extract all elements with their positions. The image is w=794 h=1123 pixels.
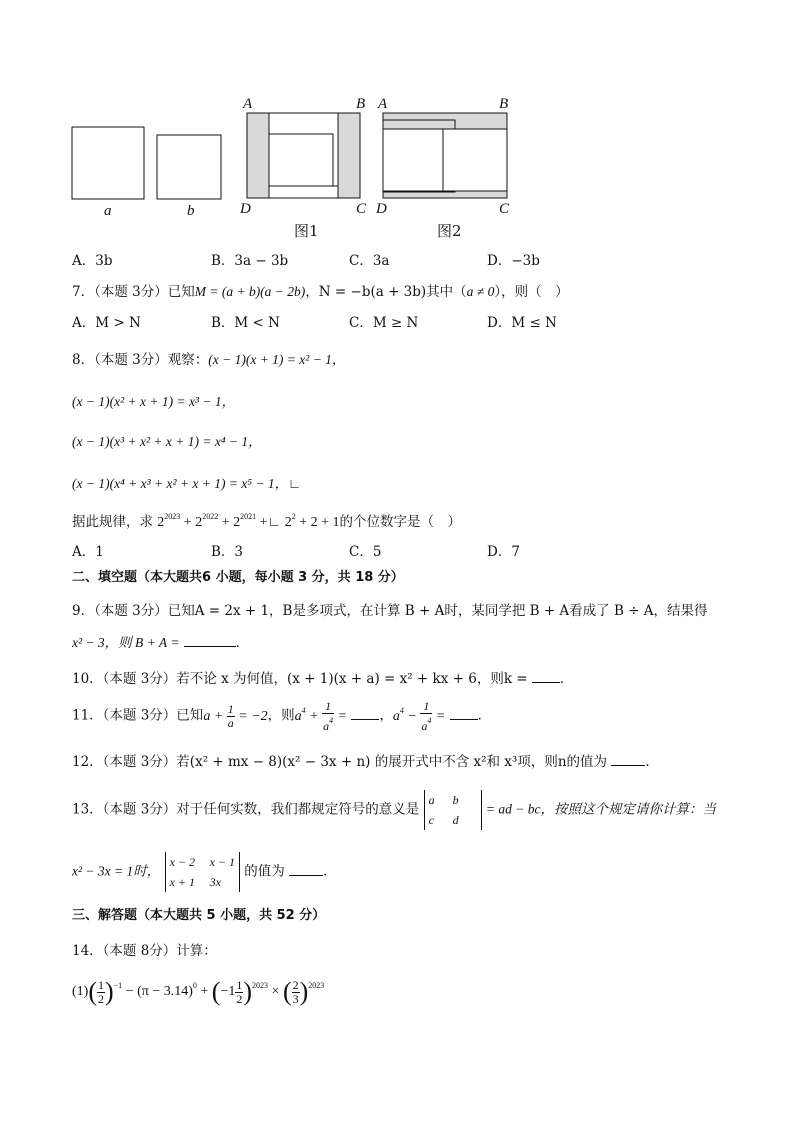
fig1-caption: 图1 bbox=[294, 222, 319, 240]
q11-expr2: $a^4$ − $\frac{1}{a^4}$ = bbox=[392, 699, 446, 733]
q14-part1: (1)( $\frac{1}{2}$ )$^{-1} - (\pi - 3.14)^0 + (-1$ $\frac{1}{2}$ )$^{2023}$ × ( $\frac{2}{3}$ )$^{2023}$ bbox=[72, 977, 325, 1006]
figure-2 bbox=[383, 113, 507, 198]
q10-end: ． bbox=[559, 671, 574, 687]
q9-line2: x² − 3，则 B + A = bbox=[72, 635, 180, 650]
corner-C-fig1: C bbox=[356, 201, 367, 217]
q8-option-a[interactable]: A．1 bbox=[72, 544, 104, 560]
q14-part1-label: (1) bbox=[72, 984, 89, 1000]
q8-option-c[interactable]: C．5 bbox=[349, 544, 382, 560]
corner-C-fig2: C bbox=[499, 201, 510, 217]
q10-text: 10．（本题 3分）若不论 x 为何值，(x + 1)(x + a) = x² + kx + 6，则k = bbox=[72, 671, 528, 687]
q7-stem bbox=[72, 280, 569, 300]
q13-line2 bbox=[72, 852, 337, 892]
q13-cond: x² − 3x = 1时， bbox=[72, 863, 161, 879]
fig2-caption: 图2 bbox=[437, 222, 462, 240]
q11-answer1-blank[interactable] bbox=[351, 707, 379, 720]
q9-line2-wrap bbox=[72, 631, 249, 651]
q12-text: 12．（本题 3分）若(x² + mx − 8)(x² − 3x + n) 的展开式中不含 x²和 x³项，则n的值为 bbox=[72, 754, 608, 770]
q11-prefix: 11．（本题 3分）已知 bbox=[72, 707, 204, 724]
square-a bbox=[72, 127, 144, 199]
q10-answer-blank[interactable] bbox=[532, 670, 560, 683]
q13-end: ． bbox=[323, 863, 337, 880]
q8-power-sum: $2^{2023} + 2^{2022} + 2^{2021}$ +∟ $2^2 + 2 + 1$ bbox=[157, 512, 340, 530]
q8-line2: (x − 1)(x² + x + 1) = x³ − 1， bbox=[72, 394, 236, 409]
section-2-heading: 二、填空题（本大题共6 小题，每小题 3 分，共 18 分） bbox=[72, 570, 404, 585]
q6-option-c[interactable]: C．3a bbox=[349, 253, 390, 269]
q11-given: a + $\frac{1}{a}$ = −2 bbox=[203, 702, 268, 730]
square-b bbox=[157, 135, 221, 199]
q8-prefix: 8．（本题 3分）观察： bbox=[72, 352, 209, 368]
q8-line3: (x − 1)(x³ + x² + x + 1) = x⁴ − 1， bbox=[72, 434, 262, 449]
q12-end: ． bbox=[645, 754, 659, 770]
q9-line1: 9．（本题 3分）已知A = 2x + 1，B是多项式，在计算 B + A时，某同学把 B + A看成了 B ÷ A，结果得 bbox=[72, 603, 708, 619]
q14-text: 14．（本题 8分）计算： bbox=[72, 943, 217, 959]
q8-stem bbox=[72, 348, 345, 368]
label-b: b bbox=[187, 203, 195, 219]
q8-option-d[interactable]: D．7 bbox=[487, 544, 520, 560]
section-3-heading: 三、解答题（本大题共 5 小题，共 52 分） bbox=[72, 908, 326, 923]
q8-line4: (x − 1)(x⁴ + x³ + x² + x + 1) = x⁵ − 1，∟ bbox=[72, 476, 302, 491]
corner-D-fig1: D bbox=[240, 201, 251, 217]
q7-m-expr: M = (a + b)(a − 2b) bbox=[194, 284, 306, 299]
corner-A-fig1: A bbox=[243, 96, 253, 112]
q8-option-b[interactable]: B．3 bbox=[211, 544, 244, 560]
q13-prefix: 13．（本题 3分）对于任何实数，我们都规定符号的意义是 bbox=[72, 801, 420, 818]
q9-end: ． bbox=[235, 635, 250, 651]
q7-option-c[interactable]: C．M ≥ N bbox=[349, 315, 419, 331]
figure-1 bbox=[247, 113, 360, 198]
corner-D-fig2: D bbox=[376, 201, 387, 217]
q10-wrap bbox=[72, 667, 573, 687]
corner-B-fig1: B bbox=[356, 96, 366, 112]
q9-answer-blank[interactable] bbox=[184, 634, 236, 647]
q8-question-suffix: 的个位数字是（ ） bbox=[339, 514, 462, 530]
q11-answer2-blank[interactable] bbox=[450, 707, 478, 720]
q13-answer-blank[interactable] bbox=[289, 863, 323, 876]
q8-line1: (x − 1)(x + 1) = x² − 1， bbox=[208, 352, 346, 367]
q12-wrap bbox=[72, 750, 659, 770]
q13-det-abcd: a b c d bbox=[424, 790, 482, 830]
q7-prefix: 7．（本题 3分）已知 bbox=[72, 284, 195, 300]
q11-wrap: 11．（本题 3分）已知a + $\frac{1}{a}$ = −2，则$a^4$ + $\frac{1}{a^4}$ = ，$a^4$ − $\frac{1}{a^4}$ = ． bbox=[72, 699, 492, 733]
q7-option-a[interactable]: A．M > N bbox=[72, 315, 141, 331]
q11-end: ． bbox=[477, 707, 492, 724]
q7-option-b[interactable]: B．M < N bbox=[211, 315, 280, 331]
q8-question-prefix: 据此规律，求 bbox=[72, 514, 153, 530]
q11-expr1: $a^4$ + $\frac{1}{a^4}$ = bbox=[294, 699, 348, 733]
label-a: a bbox=[104, 203, 112, 219]
q13-mid: = ad − bc，按照这个规定请你计算：当 bbox=[485, 801, 716, 817]
q7-cond: a ≠ 0 bbox=[466, 284, 495, 299]
q13-line1 bbox=[72, 790, 716, 830]
q6-option-b[interactable]: B．3a − 3b bbox=[211, 253, 289, 269]
q12-answer-blank[interactable] bbox=[611, 753, 645, 766]
corner-A-fig2: A bbox=[378, 96, 388, 112]
corner-B-fig2: B bbox=[499, 96, 509, 112]
q6-option-a[interactable]: A．3b bbox=[72, 253, 113, 269]
q13-det-x: x − 2 x − 1 x + 1 3x bbox=[165, 852, 240, 892]
q8-question bbox=[72, 510, 461, 531]
q7-n-expr: ，N = −b(a + 3b)其中（ bbox=[305, 284, 467, 300]
q7-suffix: ），则（ ） bbox=[494, 284, 569, 300]
q7-option-d[interactable]: D．M ≤ N bbox=[487, 315, 557, 331]
q13-suffix: 的值为 bbox=[244, 863, 285, 880]
q6-option-d[interactable]: D．−3b bbox=[487, 253, 540, 269]
